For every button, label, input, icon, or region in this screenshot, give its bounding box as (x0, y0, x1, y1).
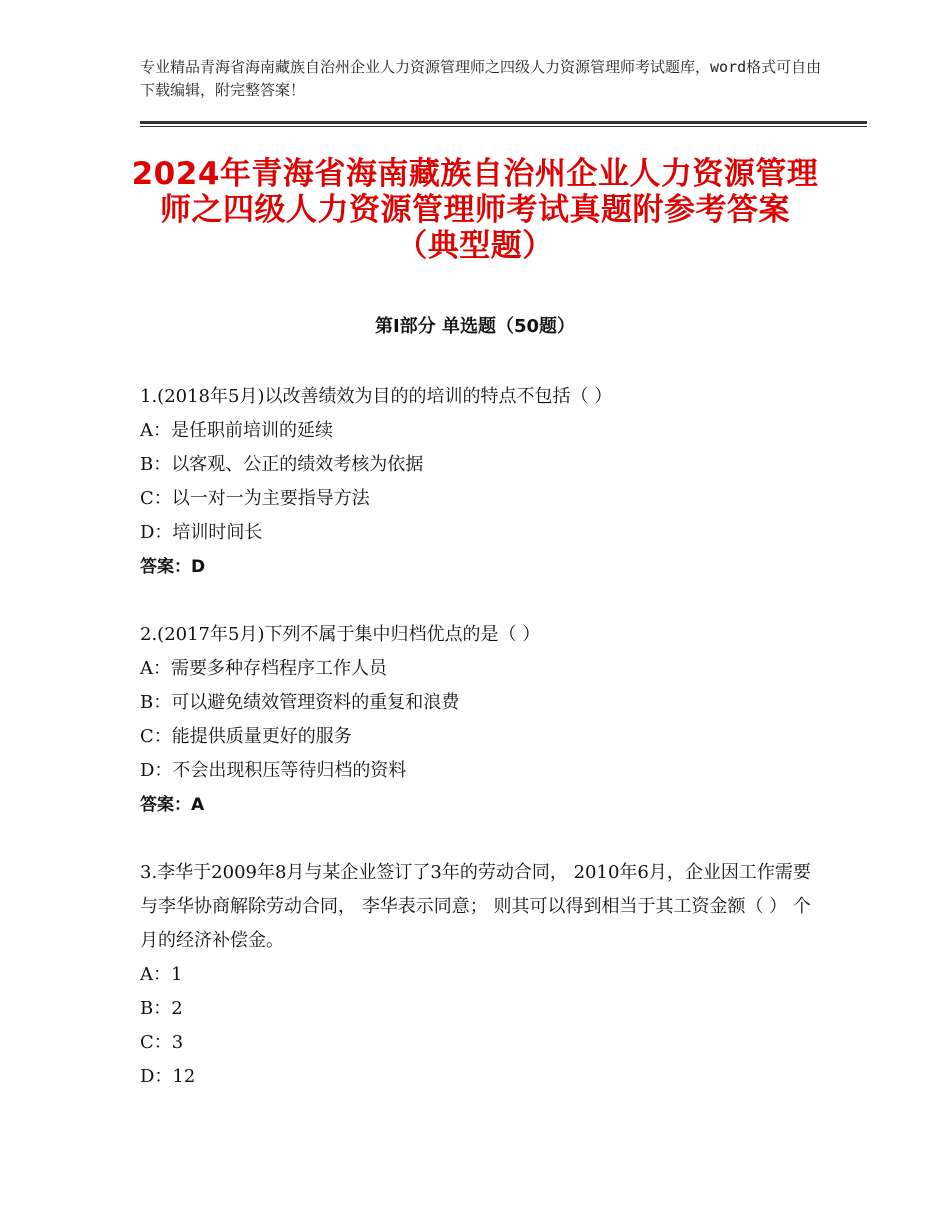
option-b: B：以客观、公正的绩效考核为依据 (140, 454, 424, 475)
question-stem: 1.(2018年5月)以改善绩效为目的的培训的特点不包括（ ） (140, 386, 613, 407)
section-title: 第Ⅰ部分 单选题（50题） (374, 316, 575, 337)
option-c: C：以一对一为主要指导方法 (140, 488, 370, 509)
document-title: 2024年青海省海南藏族自治州企业人力资源管理师之四级人力资源管理师考试真题附参考答案（典型题） (131, 156, 819, 264)
option-b: B：2 (140, 998, 183, 1019)
question-list (140, 380, 820, 1128)
option-b: B：可以避免绩效管理资料的重复和浪费 (140, 692, 460, 713)
question-3 (140, 856, 820, 1094)
option-c: C：3 (140, 1032, 184, 1053)
answer: 答案：A (140, 795, 205, 815)
option-d: D：培训时间长 (140, 522, 263, 543)
header-divider-thick (140, 121, 867, 124)
option-d: D：12 (140, 1066, 196, 1087)
question-stem: 2.(2017年5月)下列不属于集中归档优点的是（ ） (140, 624, 541, 645)
option-a: A：是任职前培训的延续 (140, 420, 333, 441)
option-a: A：1 (140, 964, 183, 985)
question-1 (140, 380, 820, 584)
answer: 答案：D (140, 557, 206, 577)
header-divider-thin (140, 126, 867, 127)
option-a: A：需要多种存档程序工作人员 (140, 658, 387, 679)
header-note: 专业精品青海省海南藏族自治州企业人力资源管理师之四级人力资源管理师考试题库，word格式可自由下载编辑，附完整答案！ (140, 58, 822, 99)
option-c: C：能提供质量更好的服务 (140, 726, 352, 747)
question-stem: 3.李华于2009年8月与某企业签订了3年的劳动合同， 2010年6月，企业因工作需要与李华协商解除劳动合同， 李华表示同意； 则其可以得到相当于其工资金额（ ） 个月的经济补偿金。 (140, 862, 811, 951)
option-d: D：不会出现积压等待归档的资料 (140, 760, 407, 781)
question-2 (140, 618, 820, 822)
